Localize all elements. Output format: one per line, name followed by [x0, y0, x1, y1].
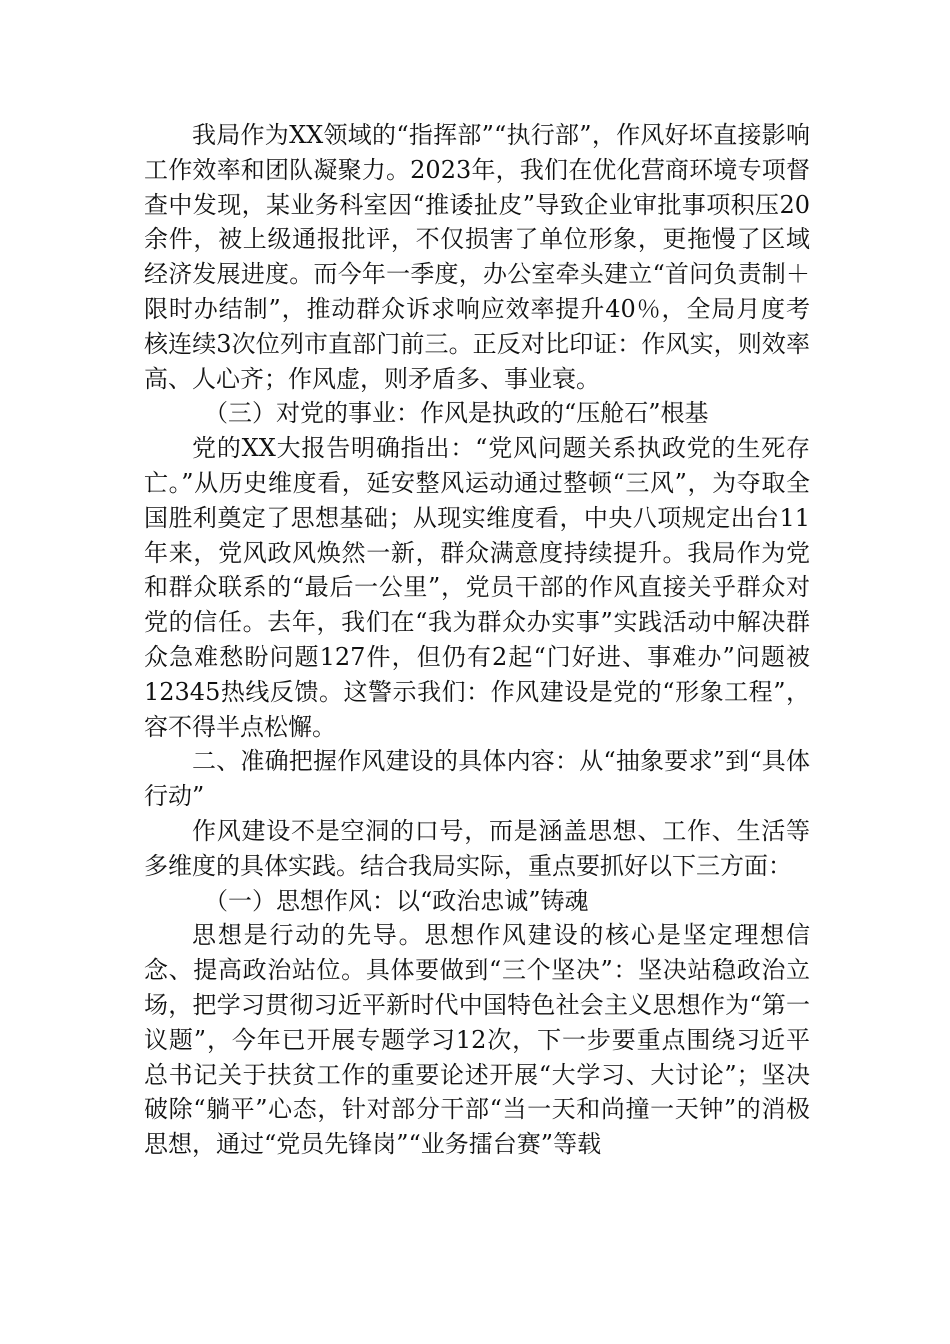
paragraph-style-building-intro: 作风建设不是空洞的口号，而是涵盖思想、工作、生活等多维度的具体实践。结合我局实际，重点要抓好以下三方面：: [144, 816, 810, 880]
document-body: [144, 118, 810, 1162]
sub-heading-ideological-style: （一）思想作风：以“政治忠诚”铸魂: [204, 886, 589, 915]
section-heading-two: 二、准确把握作风建设的具体内容：从“抽象要求”到“具体行动”: [144, 747, 810, 811]
paragraph-party-style: 党的XX大报告明确指出：“党风问题关系执政党的生死存亡。”从历史维度看，延安整风运动通过整顿“三风”，为夺取全国胜利奠定了思想基础；从现实维度看，中央八项规定出台11年来，党风政风焕然一新，群众满意度持续提升。我局作为党和群众联系的“最后一公里”，党员干部的作风直接关乎群众对党的信任。去年，我们在“我为群众办实事”实践活动中解决群众急难愁盼问题127件，但仍有2起“门好进、事难办”问题被12345热线反馈。这警示我们：作风建设是党的“形象工程”，容不得半点松懈。: [144, 434, 810, 741]
paragraph-ideological-style: 思想是行动的先导。思想作风建设的核心是坚定理想信念、提高政治站位。具体要做到“三个坚决”：坚决站稳政治立场，把学习贯彻习近平新时代中国特色社会主义思想作为“第一议题”，今年已开展专题学习12次，下一步要重点围绕习近平总书记关于扶贫工作的重要论述开展“大学习、大讨论”；坚决破除“躺平”心态，针对部分干部“当一天和尚撞一天钟”的消极思想，通过“党员先锋岗”“业务擂台赛”等载: [144, 921, 810, 1159]
paragraph-work-efficiency: 我局作为XX领域的“指挥部”“执行部”，作风好坏直接影响工作效率和团队凝聚力。2023年，我们在优化营商环境专项督查中发现，某业务科室因“推诿扯皮”导致企业审批事项积压20余件，被上级通报批评，不仅损害了单位形象，更拖慢了区域经济发展进度。而今年一季度，办公室牵头建立“首问负责制＋限时办结制”，推动群众诉求响应效率提升40％，全局月度考核连续3次位列市直部门前三。正反对比印证：作风实，则效率高、人心齐；作风虚，则矛盾多、事业衰。: [144, 121, 810, 393]
sub-heading-party-cause: （三）对党的事业：作风是执政的“压舱石”根基: [204, 399, 709, 428]
